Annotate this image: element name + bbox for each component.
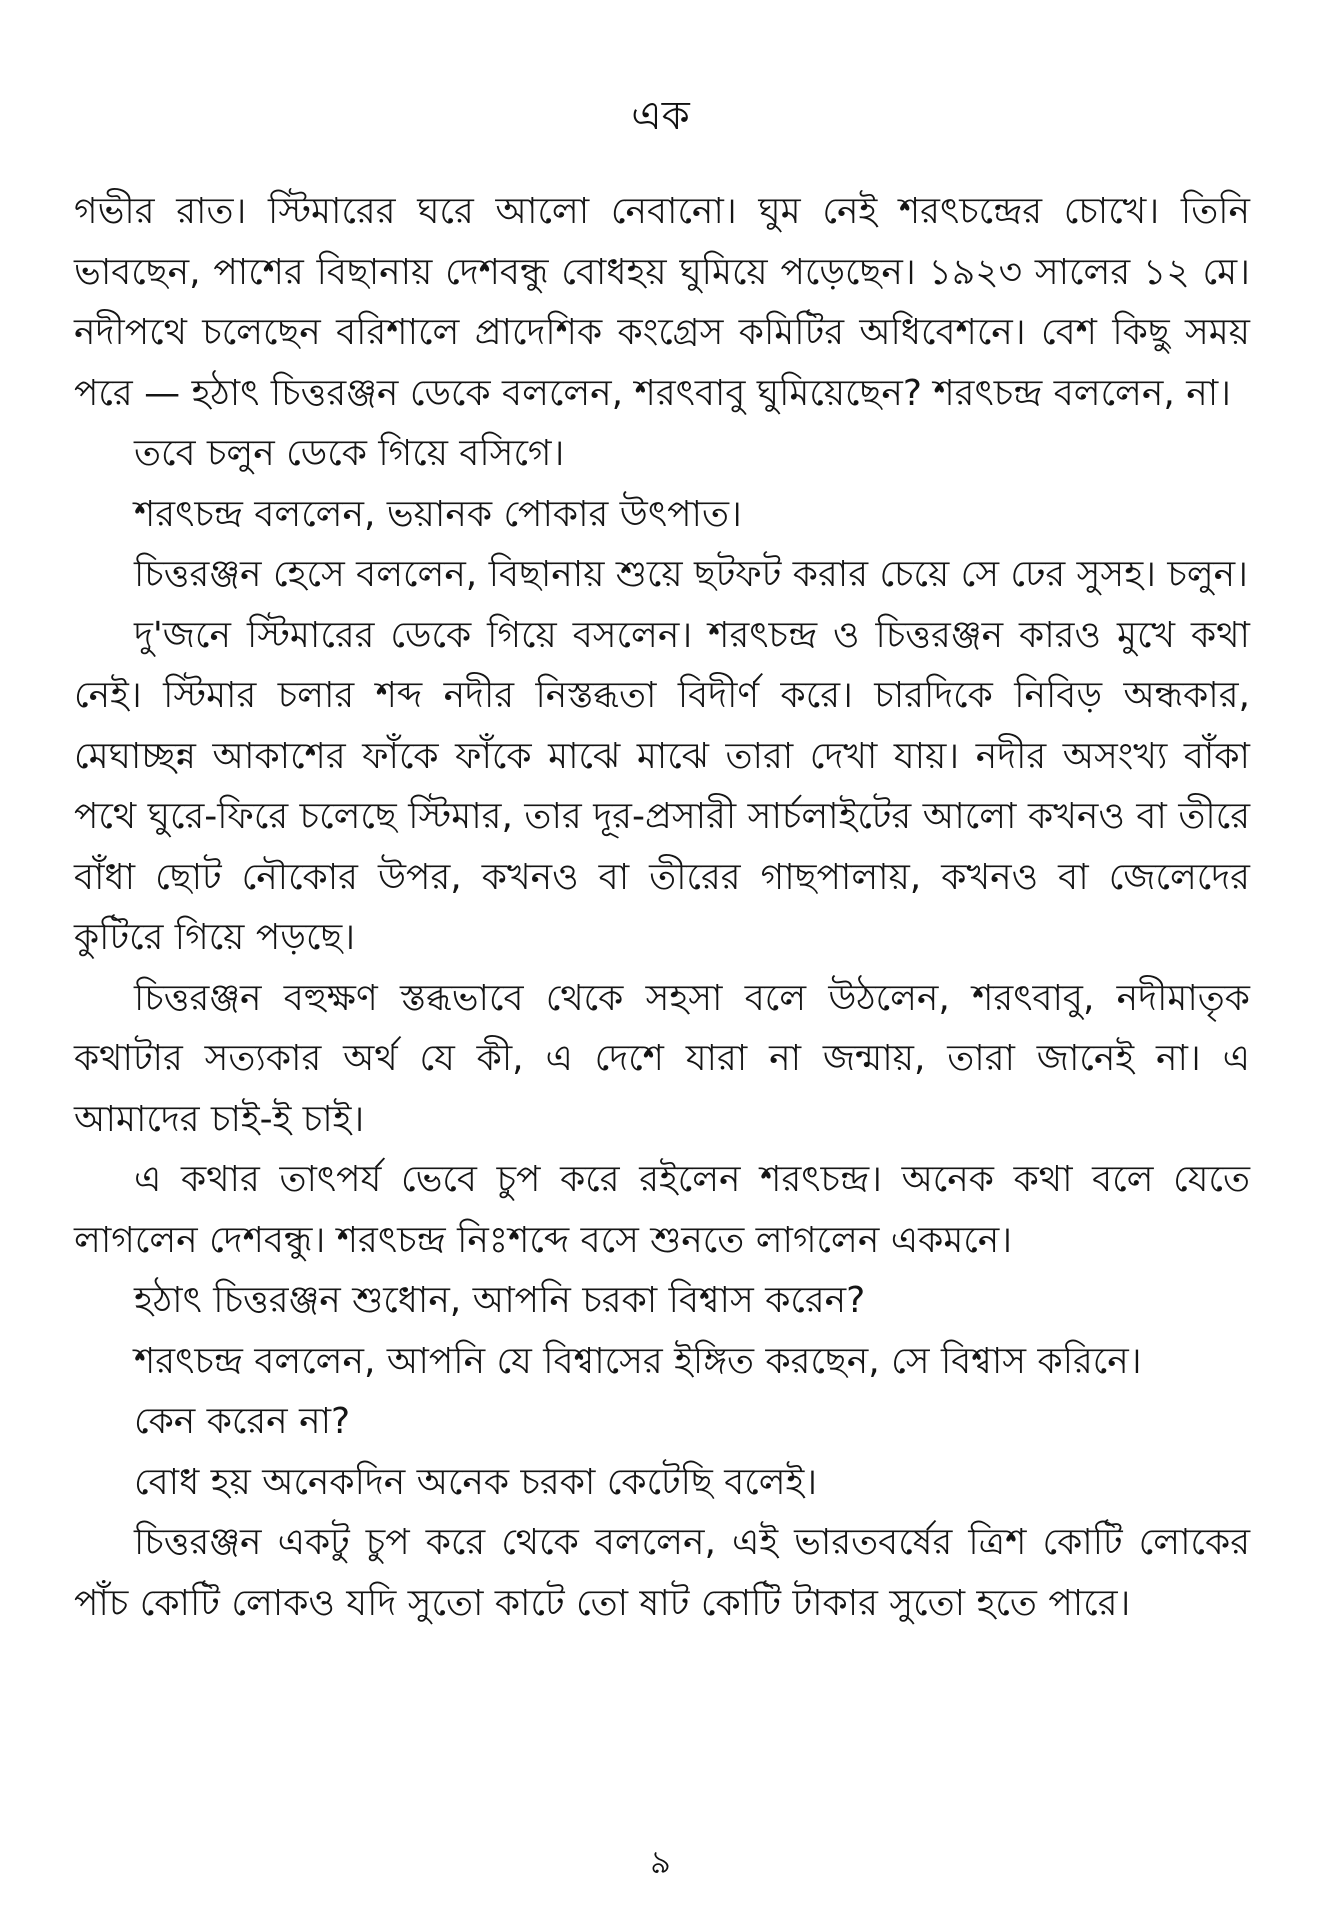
paragraph: চিত্তরঞ্জন একটু চুপ করে থেকে বললেন, এই ভারতবর্ষের ত্রিশ কোটি লোকের পাঁচ কোটি লোকও যদি সুতো কাটে তো ষাট কোটি টাকার সুতো হতে পারে।	[74, 1522, 1250, 1624]
paragraph: শরৎচন্দ্র বললেন, ভয়ানক পোকার উৎপাত।	[134, 493, 742, 535]
paragraph: গভীর রাত। স্টিমারের ঘরে আলো নেবানো। ঘুম নেই শরৎচন্দ্রের চোখে। তিনি ভাবছেন, পাশের বিছানায় দেশবন্ধু বোধহয় ঘুমিয়ে পড়েছেন। ১৯২৩ সালের ১২ মে। নদীপথে চলেছেন বরিশালে প্রাদেশিক কংগ্রেস কমিটির অধিবেশনে। বেশ কিছু সময় পরে — হঠাৎ চিত্তরঞ্জন ডেকে বললেন, শরৎবাবু ঘুমিয়েছেন? শরৎচন্দ্র বললেন, না।	[74, 191, 1250, 414]
paragraph: দু'জনে স্টিমারের ডেকে গিয়ে বসলেন। শরৎচন্দ্র ও চিত্তরঞ্জন কারও মুখে কথা নেই। স্টিমার চলার শব্দ নদীর নিস্তব্ধতা বিদীর্ণ করে। চারদিকে নিবিড় অন্ধকার, মেঘাচ্ছন্ন আকাশের ফাঁকে ফাঁকে মাঝে মাঝে তারা দেখা যায়। নদীর অসংখ্য বাঁকা পথে ঘুরে-ফিরে চলেছে স্টিমার, তার দূর-প্রসারী সার্চলাইটের আলো কখনও বা তীরে বাঁধা ছোট নৌকোর উপর, কখনও বা তীরের গাছপালায়, কখনও বা জেলেদের কুটিরে গিয়ে পড়ছে।	[74, 614, 1250, 958]
paragraph: এ কথার তাৎপর্য ভেবে চুপ করে রইলেন শরৎচন্দ্র। অনেক কথা বলে যেতে লাগলেন দেশবন্ধু। শরৎচন্দ্র নিঃশব্দে বসে শুনতে লাগলেন একমনে।	[74, 1159, 1250, 1261]
paragraph: চিত্তরঞ্জন বহুক্ষণ স্তব্ধভাবে থেকে সহসা বলে উঠলেন, শরৎবাবু, নদীমাতৃক কথাটার সত্যকার অর্থ যে কী, এ দেশে যারা না জন্মায়, তারা জানেই না। এ আমাদের চাই-ই চাই।	[74, 977, 1250, 1140]
paragraph: হঠাৎ চিত্তরঞ্জন শুধোন, আপনি চরকা বিশ্বাস করেন?	[134, 1280, 866, 1321]
paragraph: বোধ হয় অনেকদিন অনেক চরকা কেটেছি বলেই।	[134, 1461, 818, 1503]
paragraph: চিত্তরঞ্জন হেসে বললেন, বিছানায় শুয়ে ছটফট করার চেয়ে সে ঢের সুসহ। চলুন।	[134, 554, 1249, 595]
paragraph: তবে চলুন ডেকে গিয়ে বসিগে।	[134, 433, 565, 474]
paragraph: কেন করেন না?	[134, 1401, 351, 1442]
paragraph: শরৎচন্দ্র বললেন, আপনি যে বিশ্বাসের ইঙ্গিত করছেন, সে বিশ্বাস করিনে।	[134, 1340, 1142, 1382]
page-number: ৯	[650, 1843, 671, 1881]
body-text	[74, 182, 1250, 1634]
chapter-title: এক	[631, 93, 690, 139]
